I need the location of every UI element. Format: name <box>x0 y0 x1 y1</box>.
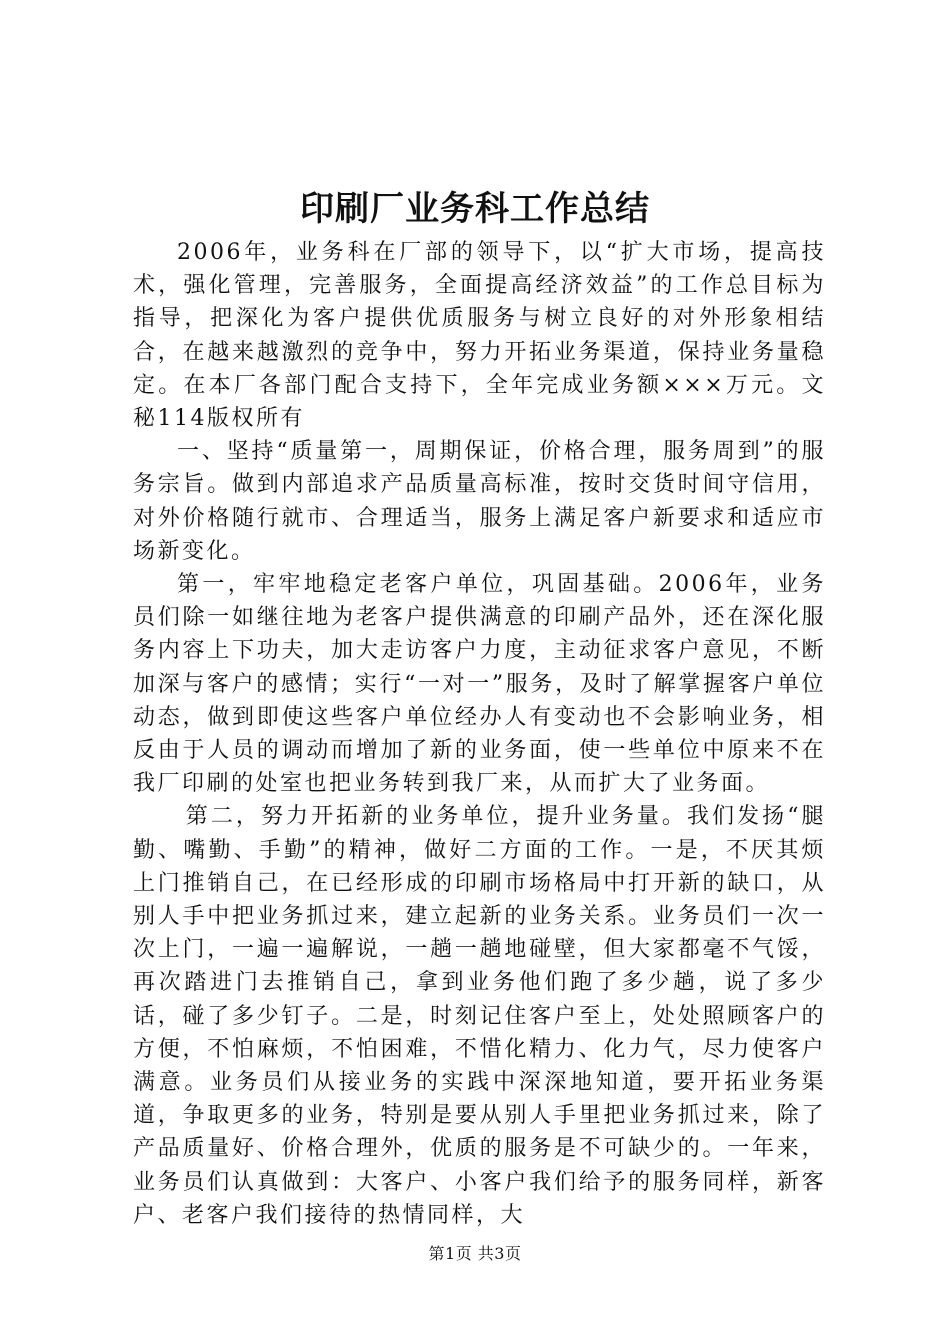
document-title: 印刷厂业务科工作总结 <box>300 189 650 229</box>
page-footer: 第1页 共3页 <box>428 1244 522 1263</box>
paragraph-section-one: 一、坚持“质量第一，周期保证，价格合理，服务周到”的服务宗旨。做到内部追求产品质量高标准，按时交货时间守信用，对外价格随行就市、合理适当，服务上满足客户新要求和适应市场新变化。 <box>133 439 826 564</box>
paragraph-intro: 2006年，业务科在厂部的领导下，以“扩大市场，提高技术，强化管理，完善服务，全面提高经济效益”的工作总目标为指导，把深化为客户提供优质服务与树立良好的对外形象相结合，在越来越激烈的竞争中，努力开拓业务渠道，保持业务量稳定。在本厂各部门配合支持下，全年完成业务额×××万元。文秘114版权所有 <box>133 240 826 432</box>
document-body <box>133 236 826 1232</box>
paragraph-first-point: 第一，牢牢地稳定老客户单位，巩固基础。2006年，业务员们除一如继往地为老客户提供满意的印刷产品外，还在深化服务内容上下功夫，加大走访客户力度，主动征求客户意见，不断加深与客户的感情；实行“一对一”服务，及时了解掌握客户单位动态，做到即使这些客户单位经办人有变动也不会影响业务，相反由于人员的调动而增加了新的业务面，使一些单位中原来不在我厂印刷的处室也把业务转到我厂来，从而扩大了业务面。 <box>133 572 826 797</box>
paragraph-second-point: 第二，努力开拓新的业务单位，提升业务量。我们发扬“腿勤、嘴勤、手勤”的精神，做好二方面的工作。一是，不厌其烦上门推销自己，在已经形成的印刷市场格局中打开新的缺口，从别人手中把业务抓过来，建立起新的业务关系。业务员们一次一次上门，一遍一遍解说，一趟一趟地碰壁，但大家都毫不气馁，再次踏进门去推销自己，拿到业务他们跑了多少趟，说了多少话，碰了多少钉子。二是，时刻记住客户至上，处处照顾客户的方便，不怕麻烦，不怕困难，不惜化精力、化力气，尽力使客户满意。业务员们从接业务的实践中深深地知道，要开拓业务渠道，争取更多的业务，特别是要从别人手里把业务抓过来，除了产品质量好、价格合理外，优质的服务是不可缺少的。一年来，业务员们认真做到：大客户、小客户我们给予的服务同样，新客户、老客户我们接待的热情同样，大 <box>133 804 826 1228</box>
